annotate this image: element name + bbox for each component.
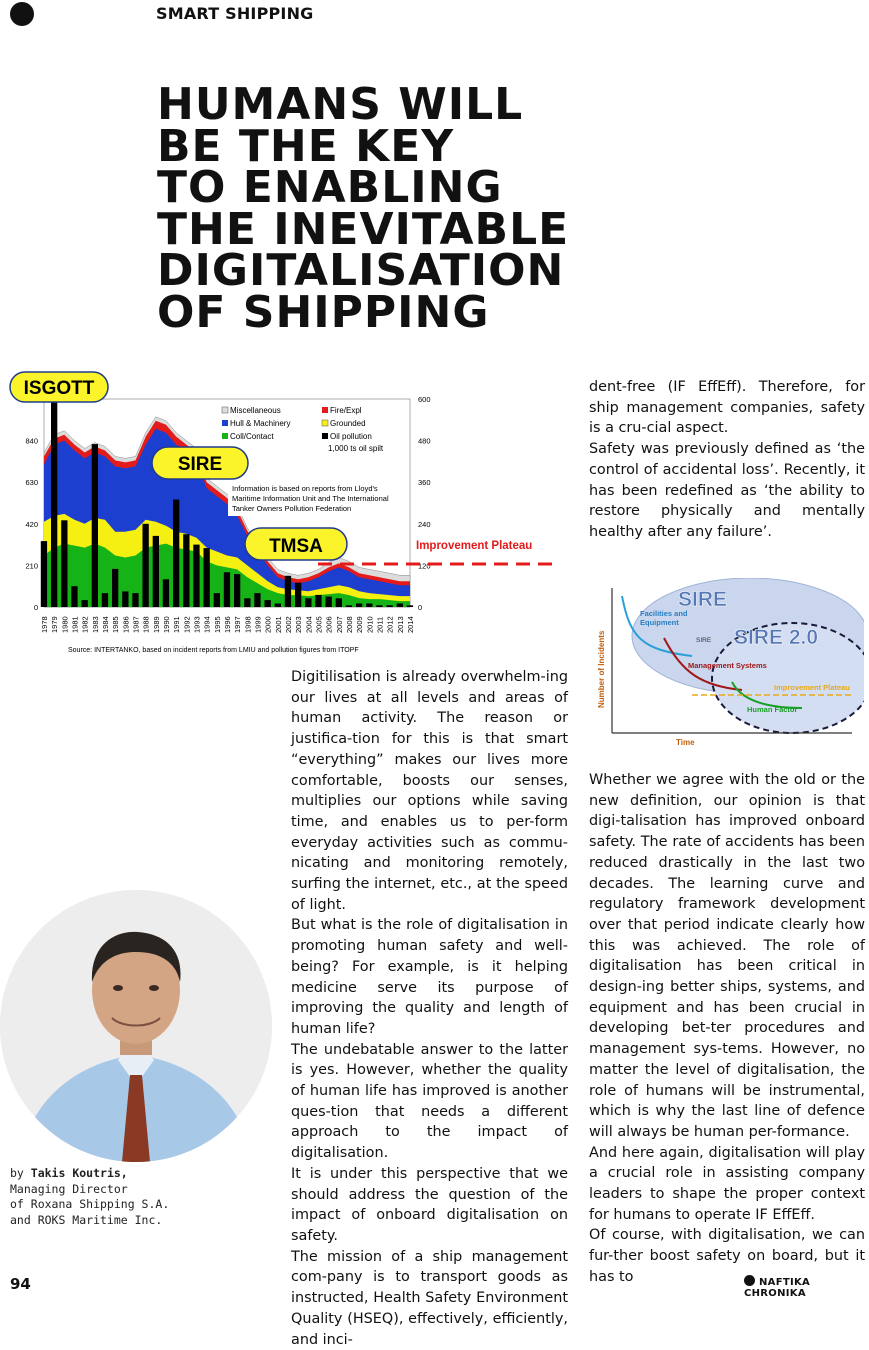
oil-pollution-bar [356, 604, 362, 608]
section-logo-icon [10, 2, 34, 26]
legend-swatch-oil [322, 433, 328, 439]
oil-pollution-bar [397, 604, 403, 608]
x-tick-label: 1983 [90, 616, 100, 633]
oil-pollution-bar [71, 586, 77, 607]
y2-tick-label: 360 [418, 478, 431, 488]
incident-chart [0, 365, 580, 657]
section-label: SMART SHIPPING [156, 4, 314, 23]
oil-pollution-bar [92, 444, 98, 607]
x-tick-label: 1984 [101, 616, 110, 633]
brand-logo-icon [744, 1275, 755, 1286]
curve-label: Management Systems [688, 661, 767, 670]
article-column-right-top [589, 377, 865, 543]
oil-pollution-bar [315, 595, 321, 607]
oil-pollution-bar [82, 600, 88, 607]
byline [10, 1166, 169, 1228]
svg-text:SIRE: SIRE [177, 454, 223, 475]
oil-pollution-bar [41, 541, 47, 607]
x-tick-label: 2000 [263, 616, 273, 633]
article-column-left [291, 667, 568, 1350]
headline-line: HUMANS WILL [157, 79, 524, 130]
paragraph: Safety was previously defined as ‘the control of accidental loss’. Recently, it has been redefined as ‘the ability to restore physically and mentally healthy after any failure’. [589, 441, 865, 540]
y-tick-label: 0 [33, 603, 38, 612]
x-tick-label: 2003 [294, 616, 304, 633]
headline-line: OF SHIPPING [157, 286, 490, 338]
x-tick-label: 2005 [314, 616, 324, 633]
oil-pollution-bar [244, 598, 250, 607]
oil-pollution-bar [143, 524, 149, 607]
headline [157, 79, 597, 338]
headline-line: TO ENABLING [157, 162, 503, 213]
info-line: Tanker Owners Pollution Federation [232, 504, 352, 513]
y-tick-label: 420 [25, 519, 38, 529]
author-title: Managing Director [10, 1181, 128, 1196]
oil-pollution-bar [254, 593, 260, 607]
portrait-illustration [0, 890, 272, 1162]
x-tick-label: 2013 [395, 616, 405, 633]
x-tick-label: 2010 [365, 616, 375, 633]
oil-pollution-bar [234, 574, 240, 607]
sire-diagram [592, 578, 864, 750]
x-tick-label: 1998 [243, 616, 253, 633]
author-company: and ROKS Maritime Inc. [10, 1212, 163, 1227]
legend-label: Miscellaneous [230, 406, 281, 415]
oil-pollution-bar [132, 593, 138, 607]
x-tick-label: 1981 [70, 616, 80, 633]
legend-swatch-fire [322, 407, 328, 413]
x-tick-label: 1990 [162, 616, 171, 633]
oil-pollution-bar [265, 600, 271, 607]
oil-pollution-bar [224, 572, 230, 607]
x-tick-label: 2002 [284, 616, 293, 633]
oil-pollution-bar [376, 605, 382, 607]
y-tick-label: 630 [25, 478, 38, 488]
oil-pollution-bar [112, 569, 118, 607]
oil-pollution-bar [183, 534, 189, 607]
y-tick-label: 840 [25, 436, 38, 446]
x-tick-label: 2011 [375, 616, 385, 633]
article-column-right-bottom [589, 770, 865, 1288]
x-tick-label: 1980 [60, 616, 70, 633]
diagram-ylabel: Number of Incidents [597, 630, 606, 708]
oil-pollution-bar [173, 500, 179, 608]
oil-pollution-bar [305, 598, 311, 607]
paragraph: It is under this perspective that we should address the question of the impact of onboard digitalisation on safety. [291, 1165, 568, 1244]
x-tick-label: 1997 [233, 616, 243, 633]
y2-tick-label: 120 [418, 561, 431, 571]
oil-pollution-bar [387, 605, 393, 607]
x-tick-label: 2012 [385, 616, 395, 633]
x-tick-label: 2009 [355, 616, 365, 633]
y2-tick-label: 600 [418, 395, 431, 404]
x-tick-label: 1982 [80, 616, 90, 633]
diagram-xlabel: Time [676, 738, 695, 747]
x-tick-label: 1985 [111, 616, 121, 633]
oil-pollution-bar [153, 536, 159, 607]
oil-pollution-bar [407, 605, 413, 607]
curve-label: Human Factor [747, 705, 798, 714]
x-tick-label: 1988 [141, 616, 151, 633]
y2-tick-label: 480 [418, 436, 431, 446]
sire2-label: SIRE 2.0 [734, 626, 819, 649]
paragraph: Whether we agree with the old or the new definition, our opinion is that digi-talisation has improved onboard safety. The rate of accidents has been reduced drastically in the last two decades. The learning curve and regulatory framework development over that period indicate clearly how this was achieved. The role of digitalisation has been critical in design-ing better ships, systems, and equipment and has been crucial in developing bet-ter procedures and management sys-tems. However, no matter the level of digitalisation, the role of humans will be instrumental, which is why the last line of defence will always be human per-formance. [589, 772, 865, 1140]
curve-label: Equipment [640, 618, 679, 627]
page-number: 94 [10, 1275, 31, 1293]
legend-swatch-hull [222, 420, 228, 426]
curve-label: Improvement Plateau [774, 683, 850, 692]
paragraph: The undebatable answer to the latter is yes. However, whether the quality of human life has improved is another ques-tion that needs a different approach to the impact of digitalisation. [291, 1041, 568, 1162]
x-tick-label: 2004 [304, 616, 314, 633]
chart-source: Source: INTERTANKO, based on incident reports from LMIU and pollution figures from ITOPF [68, 647, 359, 654]
sire-badge [152, 447, 248, 479]
paragraph: And here again, digitalisation will play a crucial role in assisting company leaders to shape the proper context for humans to operate IF EffEff. [589, 1144, 865, 1223]
paragraph: The mission of a ship management com-pany is to transport goods as instructed, Health Safety Environment Quality (HSEQ), effectively, efficiently, and inci- [291, 1248, 568, 1348]
sire-label: SIRE [678, 588, 728, 611]
plateau-label: Improvement Plateau [416, 540, 533, 552]
legend-swatch-grounded [322, 420, 328, 426]
paragraph: Of course, with digitalisation, we can fur-ther boost safety on board, but it has to [589, 1227, 865, 1285]
svg-text:TMSA: TMSA [269, 536, 323, 557]
oil-pollution-bar [295, 583, 301, 607]
headline-line: DIGITALISATION [157, 245, 565, 296]
x-tick-label: 1992 [182, 616, 192, 633]
y-tick-label: 210 [25, 561, 38, 571]
oil-pollution-bar [326, 597, 332, 607]
byline-prefix: by [10, 1166, 31, 1180]
legend-label: Coll/Contact [230, 432, 274, 441]
paragraph: dent-free (IF EffEff). Therefore, for ship management companies, safety is a cru-cial aspect. [589, 379, 865, 437]
paragraph: Digitilisation is already overwhelm-ing our lives at all levels and areas of human activity. The reason or justifica-tion for this is that smart “everything” makes our lives more comfortable, boosts our senses, multiplies our options while saving time, and enables us to per-form everyday activities such as commu-nicating and monitoring remotely, surfing the internet, etc., at the speed of light. [291, 669, 568, 913]
x-tick-label: 1993 [192, 616, 202, 633]
oil-pollution-bar [214, 593, 220, 607]
headline-line: THE INEVITABLE [157, 203, 570, 255]
x-tick-label: 1991 [172, 616, 182, 633]
oil-pollution-bar [193, 545, 199, 607]
legend-label: Fire/Expl [330, 406, 362, 415]
legend-label: Hull & Machinery [230, 419, 291, 428]
legend-label: Grounded [330, 419, 366, 428]
oil-pollution-bar [204, 548, 210, 607]
info-line: Information is based on reports from Lloyd's [232, 484, 378, 493]
author-portrait [0, 890, 272, 1162]
legend-note: 1,000 ts oil spilt [328, 444, 384, 453]
oil-pollution-bar [61, 520, 67, 607]
x-tick-label: 1986 [121, 616, 131, 633]
x-tick-label: 1994 [202, 616, 212, 633]
y2-tick-label: 240 [418, 519, 431, 529]
paragraph: But what is the role of digitalisation in promoting human safety and well-being? For example, is it helping medicine serve its purpose of improving the quality and length of human life? [291, 917, 568, 1037]
legend-swatch-collision [222, 433, 228, 439]
x-tick-label: 1995 [212, 616, 222, 633]
oil-pollution-bar [275, 604, 281, 608]
tmsa-badge [245, 528, 347, 560]
x-tick-label: 2014 [406, 616, 415, 633]
oil-pollution-bar [346, 605, 352, 607]
legend-swatch-miscellaneous [222, 407, 228, 413]
info-box [228, 480, 408, 516]
oil-pollution-bar [102, 593, 108, 607]
x-tick-label: 2006 [324, 616, 334, 633]
oil-pollution-bar [285, 576, 291, 607]
brand-name: NAFTIKA CHRONIKA [744, 1277, 811, 1299]
x-tick-label: 1999 [253, 616, 263, 633]
x-tick-label: 1989 [151, 616, 161, 633]
x-tick-label: 1979 [50, 616, 60, 633]
headline-line: BE THE KEY [157, 120, 455, 172]
author-name: Takis Koutris, [30, 1166, 128, 1180]
curve-label: Facilities and [640, 609, 688, 618]
y2-tick-label: 0 [418, 603, 423, 612]
footer-brand [744, 1275, 869, 1299]
x-tick-label: 2001 [273, 616, 283, 633]
oil-pollution-bar [366, 604, 372, 608]
x-tick-label: 1987 [131, 616, 141, 633]
svg-text:ISGOTT: ISGOTT [23, 378, 95, 399]
isgott-badge [10, 372, 108, 402]
legend-label: Oil pollution [330, 432, 372, 441]
x-tick-label: 1978 [40, 616, 49, 633]
x-tick-label: 2008 [345, 616, 354, 633]
oil-pollution-bar [51, 389, 57, 607]
info-line: Maritime Information Unit and The International [232, 494, 389, 503]
author-company: of Roxana Shipping S.A. [10, 1197, 170, 1211]
sire-small-label: SIRE [696, 637, 712, 644]
oil-pollution-bar [163, 579, 169, 607]
x-tick-label: 2007 [334, 616, 344, 633]
oil-pollution-bar [122, 591, 128, 607]
x-tick-label: 1996 [223, 616, 232, 633]
oil-pollution-bar [336, 598, 342, 607]
